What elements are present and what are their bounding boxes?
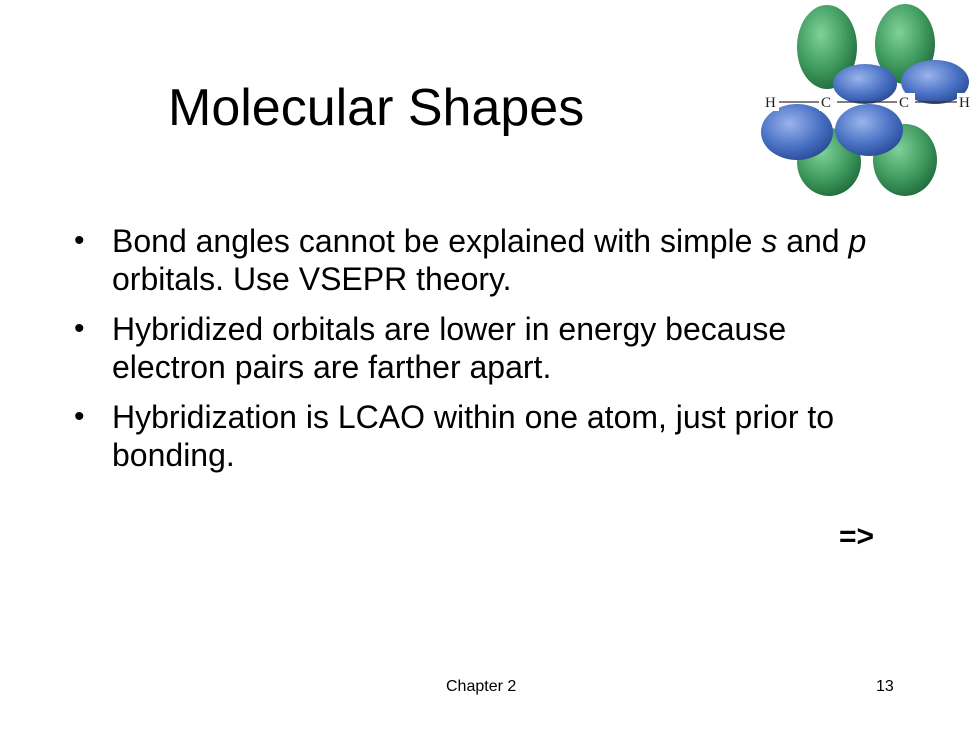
page-number: 13	[876, 678, 894, 695]
next-slide-marker: =>	[838, 520, 874, 553]
bullet-list	[72, 222, 892, 486]
bullet-dot-icon: •	[74, 400, 85, 433]
bullet-text-segment: s	[761, 223, 778, 259]
bullet-text	[112, 399, 834, 473]
bullet-text	[112, 311, 786, 385]
bullet-text-segment: Hybridization is LCAO within one atom, just prior to bonding.	[112, 399, 835, 473]
bullet-text	[112, 223, 866, 297]
bullet-text-segment: p	[848, 223, 867, 259]
pi-bond-orbital-figure	[757, 2, 977, 198]
bullet-text-segment: Bond angles cannot be explained with simple	[112, 223, 762, 259]
slide-title: Molecular Shapes	[168, 79, 585, 137]
bullet-dot-icon: •	[74, 312, 85, 345]
bullet-item	[72, 310, 892, 386]
footer-chapter: Chapter 2	[446, 678, 517, 695]
bullet-dot-icon: •	[74, 224, 85, 257]
atom-label-c-right: C	[899, 95, 910, 111]
orbital-lobe-lower-blue-right	[835, 104, 903, 156]
bullet-item	[72, 222, 892, 298]
bullet-text-segment: and	[777, 223, 849, 259]
orbital-lobe-lower-blue-left	[761, 104, 833, 160]
atom-label-h-right: H	[959, 95, 970, 111]
bullet-item	[72, 398, 892, 474]
orbital-lobe-upper-blue-left	[833, 64, 897, 104]
atom-label-h-left: H	[765, 95, 776, 111]
bullet-text-segment: Hybridized orbitals are lower in energy because electron pairs are farther apart.	[112, 311, 787, 385]
bullet-text-segment: orbitals. Use VSEPR theory.	[112, 261, 512, 297]
atom-label-c-left: C	[821, 95, 832, 111]
